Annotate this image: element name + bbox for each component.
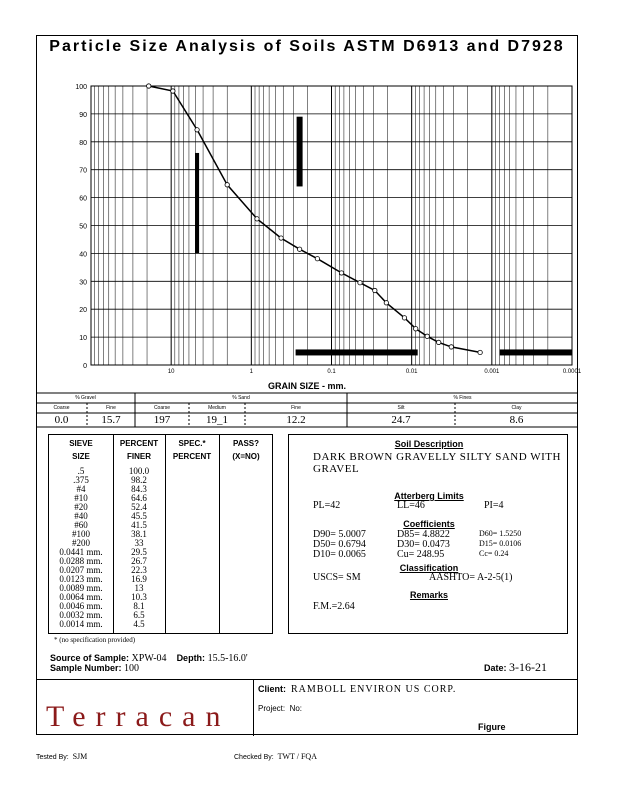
report-title: Particle Size Analysis of Soils ASTM D6913 and D7928: [49, 38, 565, 55]
client-line: Client: RAMBOLL ENVIRON US CORP.: [258, 684, 457, 695]
plasticity-index: PI=4: [484, 500, 504, 511]
sieve-size-cell: 0.0441 mm.: [59, 547, 103, 557]
percent-finer-cell: 29.5: [131, 547, 147, 557]
sample-source: Source of Sample: XPW-04 Depth: 15.5-16.0': [50, 653, 248, 664]
silt-header: Silt: [397, 405, 405, 411]
spec-footnote: * (no specification provided): [54, 636, 136, 644]
sieve-size-cell: 0.0014 mm.: [59, 619, 103, 629]
y-tick-label: 70: [79, 167, 87, 175]
soil-description-title: Soil Description: [394, 439, 464, 449]
y-tick-label: 10: [79, 335, 87, 343]
y-tick-label: 40: [79, 251, 87, 259]
fine-sand-header: Fine: [291, 405, 301, 411]
sieve-size-cell: #20: [74, 502, 88, 512]
remarks-title: Remarks: [409, 590, 449, 600]
percent-finer-cell: 98.2: [131, 475, 147, 485]
sieve-size-cell: #60: [74, 520, 88, 530]
sieve-size-cell: #200: [72, 538, 90, 548]
checked-by: Checked By: TWT / FQA: [234, 752, 317, 761]
y-tick-label: 20: [79, 307, 87, 315]
pass-header: PASS?: [232, 439, 260, 448]
percent-finer-cell: 45.5: [131, 511, 147, 521]
project-line: Project: No:: [258, 704, 303, 713]
percent-finer-cell: 10.3: [131, 592, 147, 602]
fineness-modulus: F.M.=2.64: [313, 601, 355, 612]
medium-sand-header: Medium: [208, 405, 226, 411]
percent-finer-cell: 84.3: [131, 484, 147, 494]
x-tick-label: 0.0001: [562, 369, 582, 375]
fines-header: % Fines: [453, 395, 472, 401]
d90: D90= 5.0007: [313, 529, 366, 540]
sieve-size-cell: 0.0032 mm.: [59, 610, 103, 620]
sieve-size-cell: 0.0288 mm.: [59, 556, 103, 566]
d50: D50= 0.6794: [313, 539, 366, 550]
cu: Cu= 248.95: [397, 549, 445, 560]
fine-gravel-value: 15.7: [101, 414, 121, 426]
medium-sand-value: 19_1: [206, 414, 228, 426]
sieve-size-cell: #4: [76, 484, 86, 494]
percent-finer-cell: 13: [134, 583, 144, 593]
sieve-size-cell: #40: [74, 511, 88, 521]
footer-panel: [36, 679, 578, 736]
sieve-size-cell: 0.0089 mm.: [59, 583, 103, 593]
clay-value: 8.6: [509, 414, 524, 426]
percent-finer-cell: 100.0: [128, 466, 150, 476]
x-tick-label: 1: [249, 369, 254, 375]
spec-percent-header: PERCENT: [172, 452, 212, 461]
sieve-size-cell: #10: [74, 493, 88, 503]
d10: D10= 0.0065: [313, 549, 366, 560]
y-tick-label: 100: [75, 84, 87, 91]
x-axis-label: GRAIN SIZE - mm.: [267, 381, 346, 391]
uscs-class: USCS= SM: [313, 572, 361, 583]
y-tick-label: 60: [79, 195, 87, 203]
percent-finer-column: [113, 467, 165, 629]
gravel-header: % Gravel: [75, 395, 96, 401]
sieve-table: [48, 434, 273, 634]
x-tick-label: 0.001: [484, 369, 500, 375]
aashto-class: AASHTO= A-2-5(1): [429, 572, 513, 583]
y-tick-label: 90: [79, 111, 87, 119]
percent-finer-cell: 38.1: [131, 529, 147, 539]
liquid-limit: LL=46: [397, 500, 425, 511]
fine-gravel-header: Fine: [106, 405, 116, 411]
sieve-size-cell: 0.0064 mm.: [59, 592, 103, 602]
percent-finer-cell: 41.5: [131, 520, 147, 530]
tested-by: Tested By: SJM: [36, 752, 88, 761]
report-date: Date: 3-16-21: [484, 660, 548, 674]
spec-header: SPEC.*: [178, 439, 206, 448]
d85: D85= 4.8822: [397, 529, 450, 540]
percent-finer-cell: 6.5: [133, 610, 145, 620]
sieve-size-cell: 0.0046 mm.: [59, 601, 103, 611]
coefficients-title: Coefficients: [403, 519, 455, 529]
sieve-size-cell: #100: [72, 529, 90, 539]
sample-number: Sample Number: 100: [50, 663, 140, 674]
pass-criteria-header: (X=NO): [232, 452, 260, 461]
sand-header: % Sand: [232, 395, 250, 401]
silt-value: 24.7: [391, 414, 411, 426]
classification-title: Classification: [399, 563, 459, 573]
figure-label: Figure: [478, 722, 506, 732]
d30: D30= 0.0473: [397, 539, 450, 550]
d15: D15= 0.0106: [479, 539, 522, 548]
x-tick-label: 10: [167, 369, 175, 375]
percent-finer-cell: 16.9: [131, 574, 147, 584]
soil-description-text: DARK BROWN GRAVELLY SILTY SAND WITH GRAVEL: [313, 451, 561, 475]
d60: D60= 1.5250: [479, 529, 522, 538]
percent-finer-cell: 4.5: [133, 619, 145, 629]
percent-header: PERCENT: [119, 439, 159, 448]
percent-finer-cell: 26.7: [131, 556, 147, 566]
sieve-size-cell: 0.0207 mm.: [59, 565, 103, 575]
coarse-gravel-header: Coarse: [53, 405, 70, 411]
y-tick-label: 50: [79, 223, 87, 231]
plastic-limit: PL=42: [313, 500, 341, 511]
company-logo: Terracan: [46, 700, 231, 733]
sieve-size-cell: .375: [73, 475, 89, 485]
percent-finer-cell: 64.6: [131, 493, 147, 503]
percent-finer-cell: 22.3: [131, 565, 147, 575]
percent-finer-cell: 52.4: [131, 502, 147, 512]
clay-header: Clay: [511, 405, 522, 411]
y-tick-label: 0: [83, 363, 87, 370]
sieve-header: SIEVE: [69, 439, 93, 448]
x-tick-label: 0.1: [327, 369, 336, 375]
sieve-size-cell: 0.0123 mm.: [59, 574, 103, 584]
sieve-size-column: [49, 467, 113, 629]
y-tick-label: 30: [79, 279, 87, 287]
y-tick-label: 80: [79, 139, 87, 147]
finer-header: FINER: [127, 452, 151, 461]
atterberg-title: Atterberg Limits: [394, 491, 464, 501]
coarse-gravel-value: 0.0: [54, 414, 69, 426]
coarse-sand-header: Coarse: [153, 405, 171, 411]
sieve-size-cell: .5: [77, 466, 85, 476]
percent-finer-cell: 33: [134, 538, 144, 548]
fine-sand-value: 12.2: [286, 414, 306, 426]
size-header: SIZE: [72, 452, 90, 461]
cc: Cc= 0.24: [479, 549, 509, 558]
percent-finer-cell: 8.1: [133, 601, 145, 611]
x-tick-label: 0.01: [405, 369, 418, 375]
soil-description-panel: [288, 434, 568, 634]
coarse-sand-value: 197: [153, 414, 171, 426]
